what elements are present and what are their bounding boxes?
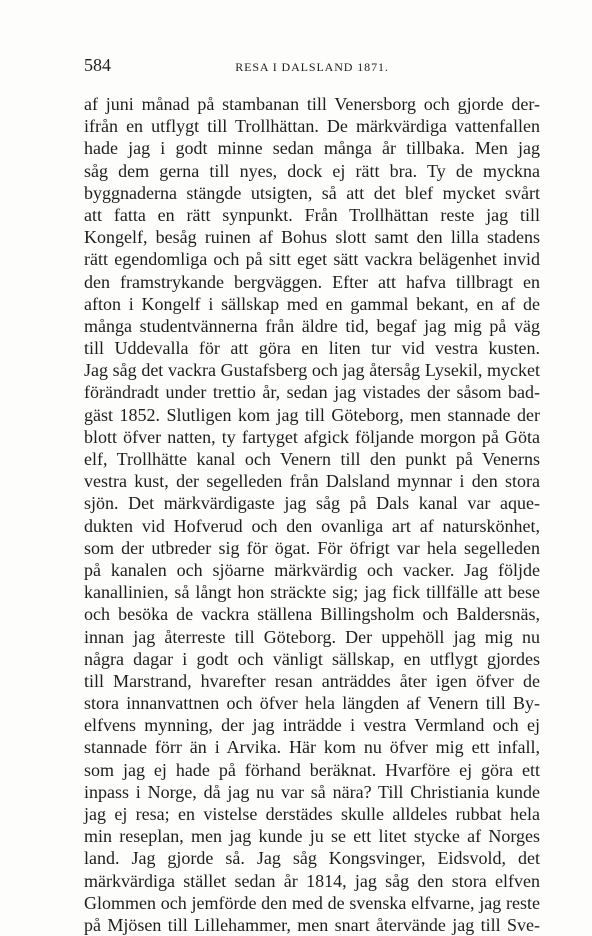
text-line: den framstrykande bergväggen. Efter att hafva tillbragt en (84, 271, 540, 292)
text-line: att fatta en rätt synpunkt. Från Trollhättan reste jag till (84, 204, 540, 225)
page-number: 584 (84, 55, 111, 75)
text-line: till Uddevalla för att göra en liten tur vid vestra kusten. (84, 338, 540, 359)
body-text (84, 93, 540, 936)
text-line: några dagar i godt och vänligt sällskap, en utflygt gjordes (84, 648, 540, 669)
text-line: inpass i Norge, då jag nu var så nära? Till Christiania kunde (84, 781, 540, 802)
text-line: Glommen och jemförde den med de svenska elfvarne, jag reste (84, 892, 540, 913)
text-line: såg dem gerna till nyes, dock ej rätt bra. Ty de myckna (84, 160, 540, 181)
text-line: dukten vid Hofverud och den ovanliga art af naturskönhet, (84, 515, 540, 536)
text-line: Kongelf, besåg ruinen af Bohus slott samt den lilla stadens (84, 227, 540, 248)
text-line: blott öfver natten, ty fartyget afgick följande morgon på Göta (84, 426, 540, 447)
text-line: förändradt under trettio år, sedan jag vistades der såsom bad- (84, 382, 540, 403)
text-line: elf, Trollhätte kanal och Venern till den punkt på Venerns (84, 449, 540, 469)
text-line: sjön. Det märkvärdigaste jag såg på Dals kanal var aque- (84, 493, 540, 514)
text-line: märkvärdiga stället sedan år 1814, jag såg den stora elfven (84, 870, 540, 891)
text-line: kanallinien, så långt hon sträckte sig; jag fick tillfälle att bese (84, 582, 540, 603)
text-line: jag ej resa; en vistelse derstädes skulle alldeles rubbat hela (84, 804, 540, 824)
text-line: rätt egendomliga och på sitt eget sätt vackra belägenhet invid (84, 249, 540, 270)
text-line: gäst 1852. Slutligen kom jag till Göteborg, men stannade der (84, 404, 540, 425)
text-line: stora innanvattnen och öfver hela längden af Venern till By- (84, 693, 540, 714)
text-line: på Mjösen till Lillehammer, men snart återvände jag till Sve- (84, 914, 540, 935)
text-line: min reseplan, men jag kunde ju se ett litet stycke af Norges (84, 826, 540, 847)
text-line: innan jag återreste till Göteborg. Der uppehöll jag mig nu (84, 626, 540, 647)
text-line: till Marstrand, hvarefter resan anträddes åter igen öfver de (84, 670, 540, 691)
text-line: byggnaderna stängde utsigten, så att det blef mycket svårt (84, 182, 540, 203)
running-title: RESA I DALSLAND 1871. (235, 60, 389, 74)
text-line: som jag ej hade på förhand beräknat. Hvarföre ej göra ett (84, 759, 540, 780)
text-line: och besöka de vackra ställena Billingsholm och Baldersnäs, (84, 604, 540, 625)
text-line: af juni månad på stambanan till Venersborg och gjorde der- (84, 94, 540, 114)
text-line: land. Jag gjorde så. Jag såg Kongsvinger, Eidsvold, det (84, 848, 540, 869)
text-line: stannade förr än i Arvika. Här kom nu öfver mig ett infall, (84, 737, 540, 758)
text-line: hade jag i godt minne sedan många år tillbaka. Men jag (84, 138, 540, 159)
text-line: afton i Kongelf i sällskap med en gammal bekant, en af de (84, 293, 540, 314)
text-line: på kanalen och sjöarne märkvärdig och vacker. Jag följde (84, 559, 540, 580)
text-line: många studentvännerna från äldre tid, begaf jag mig på väg (84, 315, 540, 336)
text-line: vestra kust, der segelleden från Dalsland mynnar i den stora (84, 471, 540, 492)
text-line: Jag såg det vackra Gustafsberg och jag återsåg Lysekil, mycket (84, 360, 540, 381)
text-line: ifrån en utflygt till Trollhättan. De märkvärdiga vattenfallen (84, 116, 540, 137)
text-line: elfvens mynning, der jag inträdde i vestra Vermland och ej (84, 715, 540, 736)
text-line: som der utbreder sig för ögat. För öfrigt var hela segelleden (84, 537, 540, 558)
page-header (84, 55, 540, 79)
